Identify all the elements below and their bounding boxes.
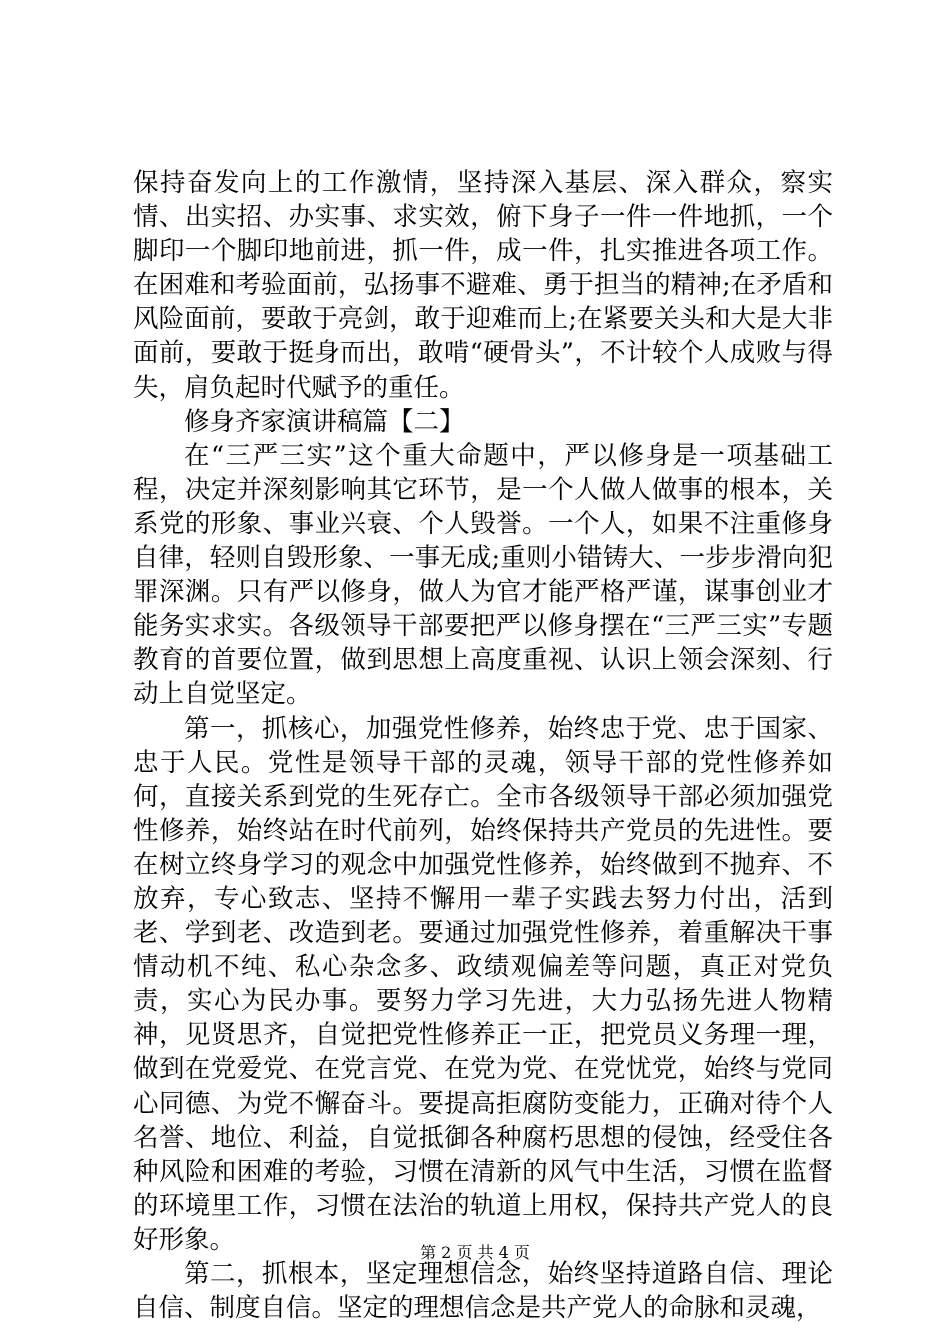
paragraph-intro: 在“三严三实”这个重大命题中，严以修身是一项基础工程，决定并深刻影响其它环节，是一个人做人做事的根本，关系党的形象、事业兴衰、个人毁誉。一个人，如果不注重修身自律，轻则自毁形象、一事无成;重则小错铸大、一步步滑向犯罪深渊。只有严以修身，做人为官才能严格严谨，谋事创业才能务实求实。各级领导干部要把严以修身摆在“三严三实”专题教育的首要位置，做到思想上高度重视、认识上领会深刻、行动上自觉坚定。 (133, 440, 833, 710)
page-number-footer: 第 2 页 共 4 页 (420, 1243, 530, 1262)
paragraph-continuation: 保持奋发向上的工作激情，坚持深入基层、深入群众，察实情、出实招、办实事、求实效，俯下身子一件一件地抓，一个脚印一个脚印地前进，抓一件，成一件，扎实推进各项工作。在困难和考验面前，弘扬事不避难、勇于担当的精神;在矛盾和风险面前，要敢于亮剑，敢于迎难而上;在紧要关头和大是大非面前，要敢于挺身而出，敢啃“硬骨头”，不计较个人成败与得失，肩负起时代赋予的重任。 (133, 168, 833, 403)
document-body (133, 166, 833, 1325)
section-heading: 修身齐家演讲稿篇【二】 (184, 406, 465, 437)
paragraph-second-point: 第二，抓根本，坚定理想信念，始终坚持道路自信、理论自信、制度自信。坚定的理想信念是共产党人的命脉和灵魂， (133, 1259, 833, 1324)
paragraph-first-point: 第一，抓核心，加强党性修养，始终忠于党、忠于国家、忠于人民。党性是领导干部的灵魂，领导干部的党性修养如何，直接关系到党的生死存亡。全市各级领导干部必须加强党性修养，始终站在时代前列，始终保持共产党员的先进性。要在树立终身学习的观念中加强党性修养，始终做到不抛弃、不放弃，专心致志、坚持不懈用一辈子实践去努力付出，活到老、学到老、改造到老。要通过加强党性修养，着重解决干事情动机不纯、私心杂念多、政绩观偏差等问题，真正对党负责，实心为民办事。要努力学习先进，大力弘扬先进人物精神，见贤思齐，自觉把党性修养正一正，把党员义务理一理，做到在党爱党、在党言党、在党为党、在党忧党，始终与党同心同德、为党不懈奋斗。要提高拒腐防变能力，正确对待个人名誉、地位、利益，自觉抵御各种腐朽思想的侵蚀，经受住各种风险和困难的考验，习惯在清新的风气中生活，习惯在监督的环境里工作，习惯在法治的轨道上用权，保持共产党人的良好形象。 (133, 713, 833, 1255)
